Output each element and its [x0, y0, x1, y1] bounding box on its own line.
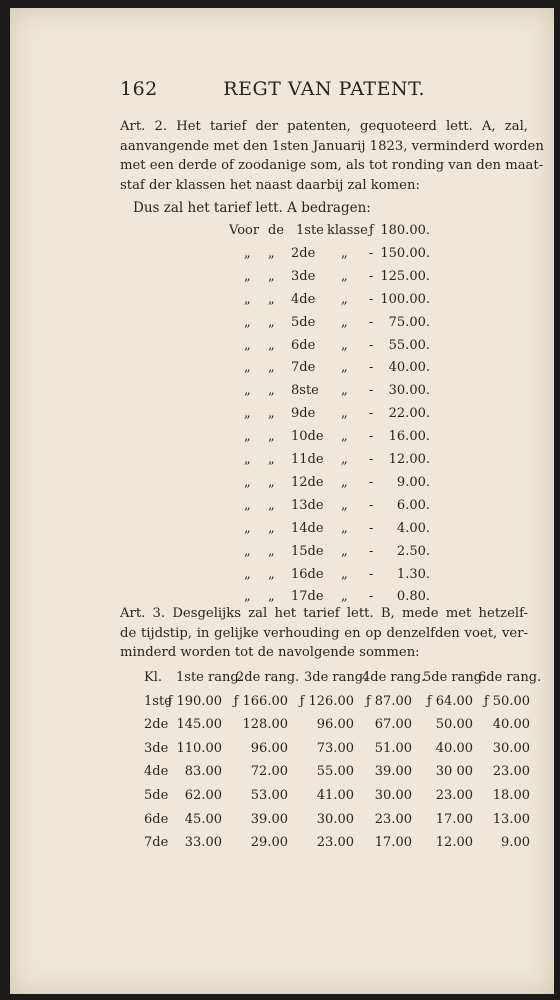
rank-1-value: 45.00: [184, 811, 222, 827]
rank-4-value: ƒ 87.00: [365, 693, 412, 709]
tariff-b-row: [0, 764, 560, 784]
row-prefix: Voor: [229, 223, 260, 238]
row-klasse: „: [341, 291, 348, 307]
row-prefix: „: [244, 566, 251, 582]
row-dash: -: [369, 383, 374, 399]
header-rank-4: 4de rang.: [362, 670, 426, 685]
tariff-a-row: [0, 452, 560, 472]
row-class: 6de: [291, 337, 316, 353]
rank-1-value: ƒ 190.00: [167, 693, 222, 709]
row-amount: 125.00.: [380, 268, 430, 284]
row-prefix: „: [244, 383, 251, 399]
rank-5-value: 17.00: [435, 811, 473, 827]
rank-6-value: 40.00: [492, 717, 530, 733]
page-number: 162: [120, 78, 158, 100]
row-dash: -: [369, 360, 374, 376]
tariff-b-row: [0, 741, 560, 761]
row-amount: 12.00.: [388, 452, 430, 467]
row-class: 13de: [291, 497, 324, 513]
row-class: 2de: [291, 245, 316, 261]
rank-2-value: 39.00: [250, 811, 288, 827]
text-line: aanvangende met den 1sten Januarij 1823, verminderd worden: [120, 138, 544, 154]
header-rank-2: 2de rang.: [236, 670, 300, 685]
row-prefix: „: [244, 314, 251, 330]
row-class: 12de: [291, 474, 324, 490]
tariff-a-row: [0, 544, 560, 564]
row-prefix: „: [244, 520, 251, 536]
text-line: de tijdstip, in gelijke verhouding en op denzelfden voet, ver-: [120, 625, 528, 641]
header-rank-6: 6de rang.: [478, 670, 542, 685]
rank-6-value: 18.00: [492, 788, 530, 803]
rank-5-value: 40.00: [435, 740, 473, 756]
row-class: 7de: [144, 835, 169, 851]
row-class: 9de: [291, 406, 316, 422]
row-prefix: „: [244, 406, 251, 422]
row-dash: -: [369, 589, 374, 605]
tariff-b-row: [0, 717, 560, 737]
row-klasse: „: [341, 452, 348, 467]
row-prefix: „: [244, 337, 251, 353]
row-klasse: „: [341, 429, 348, 445]
row-article: „: [268, 291, 275, 307]
row-amount: 4.00.: [396, 520, 430, 536]
row-prefix: „: [244, 497, 251, 513]
rank-3-value: 96.00: [316, 717, 354, 733]
article-2-paragraph: [120, 117, 544, 195]
row-article: „: [268, 429, 275, 445]
rank-2-value: 96.00: [250, 740, 288, 756]
rank-4-value: 51.00: [374, 740, 412, 756]
tariff-a-row: [0, 567, 560, 587]
rank-3-value: 30.00: [316, 811, 354, 827]
row-amount: 75.00.: [388, 314, 430, 330]
row-dash: -: [369, 566, 374, 582]
header-rank-1: 1ste rang.: [176, 670, 243, 685]
row-klasse: „: [341, 543, 348, 559]
row-klasse: „: [341, 589, 348, 605]
tariff-a-intro: Dus zal het tarief lett. A bedragen:: [133, 200, 371, 216]
text-line: staf der klassen het naast daarbij zal komen:: [120, 177, 420, 193]
rank-3-value: 23.00: [316, 835, 354, 851]
row-klasse: „: [341, 360, 348, 376]
row-article: „: [268, 543, 275, 559]
row-prefix: „: [244, 429, 251, 445]
text-line: Art. 3. Desgelijks zal het tarief lett. B, mede met hetzelf-: [120, 606, 528, 621]
row-klasse: „: [341, 520, 348, 536]
row-class: 15de: [291, 543, 324, 559]
rank-4-value: 23.00: [374, 811, 412, 827]
rank-5-value: 23.00: [435, 788, 473, 803]
row-dash: -: [369, 474, 374, 490]
row-amount: 1.30.: [396, 566, 430, 582]
text-line: met een derde of zoodanige som, als tot ronding van den maat-: [120, 158, 544, 174]
row-prefix: „: [244, 543, 251, 559]
row-article: de: [268, 223, 285, 238]
row-article: „: [268, 406, 275, 422]
row-class: 7de: [291, 360, 316, 376]
row-class: 1ste: [144, 693, 172, 709]
row-prefix: „: [244, 268, 251, 284]
tariff-a-row: [0, 521, 560, 541]
tariff-a-row: [0, 246, 560, 266]
tariff-b-header-row: [0, 670, 560, 690]
rank-1-value: 33.00: [184, 835, 222, 851]
rank-4-value: 30.00: [374, 788, 412, 803]
row-class: 6de: [144, 811, 169, 827]
row-article: „: [268, 452, 275, 467]
header-class: Kl.: [144, 670, 163, 685]
row-dash: -: [369, 452, 374, 467]
row-klasse: „: [341, 314, 348, 330]
row-dash: -: [369, 245, 374, 261]
rank-2-value: 72.00: [250, 764, 288, 780]
row-class: 10de: [291, 429, 324, 445]
row-class: 14de: [291, 520, 324, 536]
row-dash: -: [369, 429, 374, 445]
rank-2-value: 128.00: [242, 717, 288, 733]
row-dash: -: [369, 337, 374, 353]
row-dash: -: [369, 268, 374, 284]
row-klasse: „: [341, 497, 348, 513]
row-class: 5de: [144, 788, 169, 803]
row-class: 5de: [291, 314, 316, 330]
row-amount: 16.00.: [388, 429, 430, 445]
rank-5-value: ƒ 64.00: [426, 693, 473, 709]
row-dash: -: [369, 520, 374, 536]
row-klasse: klasse: [327, 223, 368, 238]
row-class: 2de: [144, 717, 169, 733]
row-article: „: [268, 360, 275, 376]
tariff-b-row: [0, 835, 560, 855]
row-klasse: „: [341, 245, 348, 261]
row-article: „: [268, 566, 275, 582]
row-article: „: [268, 245, 275, 261]
row-class: 11de: [291, 452, 324, 467]
row-amount: 40.00.: [388, 360, 430, 376]
tariff-b-row: [0, 788, 560, 808]
row-amount: 6.00.: [396, 497, 430, 513]
tariff-a-row: [0, 223, 560, 243]
rank-3-value: 55.00: [316, 764, 354, 780]
row-dash: -: [369, 543, 374, 559]
tariff-a-row: [0, 429, 560, 449]
rank-6-value: 13.00: [492, 811, 530, 827]
rank-1-value: 110.00: [176, 740, 222, 756]
text-line: Art. 2. Het tarief der patenten, gequoteerd lett. A, zal,: [120, 119, 528, 134]
row-article: „: [268, 268, 275, 284]
row-article: „: [268, 337, 275, 353]
row-dash: -: [369, 291, 374, 307]
rank-2-value: 53.00: [250, 788, 288, 803]
row-amount: 9.00.: [396, 474, 430, 490]
rank-5-value: 30 00: [435, 764, 473, 780]
page-header: [120, 78, 425, 102]
tariff-b-row: [0, 812, 560, 832]
row-amount: 30.00.: [388, 383, 430, 399]
row-article: „: [268, 589, 275, 605]
row-prefix: „: [244, 474, 251, 490]
tariff-a-row: [0, 383, 560, 403]
rank-3-value: 73.00: [316, 740, 354, 756]
row-prefix: „: [244, 589, 251, 605]
row-klasse: „: [341, 406, 348, 422]
row-amount: 55.00.: [388, 337, 430, 353]
row-currency: ƒ: [369, 223, 374, 238]
row-class: 1ste: [296, 223, 324, 238]
row-dash: -: [369, 314, 374, 330]
row-dash: -: [369, 406, 374, 422]
tariff-a-row: [0, 338, 560, 358]
article-3-paragraph: [120, 604, 528, 663]
rank-1-value: 83.00: [184, 764, 222, 780]
rank-2-value: ƒ 166.00: [233, 693, 288, 709]
running-title: REGT VAN PATENT.: [223, 78, 425, 100]
row-dash: -: [369, 497, 374, 513]
row-amount: 100.00.: [380, 291, 430, 307]
rank-6-value: 23.00: [492, 764, 530, 780]
row-article: „: [268, 383, 275, 399]
header-rank-5: 5de rang.: [423, 670, 487, 685]
row-article: „: [268, 474, 275, 490]
rank-5-value: 50.00: [435, 717, 473, 733]
tariff-b-row: [0, 694, 560, 714]
rank-6-value: 9.00: [501, 835, 530, 851]
row-class: 4de: [144, 764, 169, 780]
rank-6-value: ƒ 50.00: [483, 693, 530, 709]
tariff-a-row: [0, 269, 560, 289]
row-class: 8ste: [291, 383, 319, 399]
row-klasse: „: [341, 268, 348, 284]
row-klasse: „: [341, 383, 348, 399]
rank-4-value: 39.00: [374, 764, 412, 780]
row-amount: 180.00.: [380, 223, 430, 238]
row-amount: 150.00.: [380, 245, 430, 261]
row-amount: 22.00.: [388, 406, 430, 422]
row-class: 16de: [291, 566, 324, 582]
header-rank-3: 3de rang.: [304, 670, 368, 685]
rank-3-value: ƒ 126.00: [299, 693, 354, 709]
tariff-a-row: [0, 315, 560, 335]
row-prefix: „: [244, 452, 251, 467]
row-klasse: „: [341, 337, 348, 353]
tariff-a-row: [0, 475, 560, 495]
row-klasse: „: [341, 474, 348, 490]
row-prefix: „: [244, 360, 251, 376]
rank-4-value: 17.00: [374, 835, 412, 851]
row-amount: 0.80.: [396, 589, 430, 605]
tariff-a-row: [0, 406, 560, 426]
row-class: 17de: [291, 589, 324, 605]
row-klasse: „: [341, 566, 348, 582]
row-class: 3de: [291, 268, 316, 284]
row-prefix: „: [244, 291, 251, 307]
row-prefix: „: [244, 245, 251, 261]
rank-1-value: 145.00: [176, 717, 222, 733]
tariff-a-row: [0, 292, 560, 312]
row-amount: 2.50.: [396, 543, 430, 559]
tariff-a-row: [0, 498, 560, 518]
tariff-a-row: [0, 360, 560, 380]
row-class: 4de: [291, 291, 316, 307]
rank-5-value: 12.00: [435, 835, 473, 851]
rank-1-value: 62.00: [184, 788, 222, 803]
rank-2-value: 29.00: [250, 835, 288, 851]
rank-6-value: 30.00: [492, 740, 530, 756]
row-article: „: [268, 314, 275, 330]
rank-3-value: 41.00: [316, 788, 354, 803]
row-article: „: [268, 497, 275, 513]
rank-4-value: 67.00: [374, 717, 412, 733]
row-class: 3de: [144, 740, 169, 756]
text-line: minderd worden tot de navolgende sommen:: [120, 645, 420, 661]
row-article: „: [268, 520, 275, 536]
